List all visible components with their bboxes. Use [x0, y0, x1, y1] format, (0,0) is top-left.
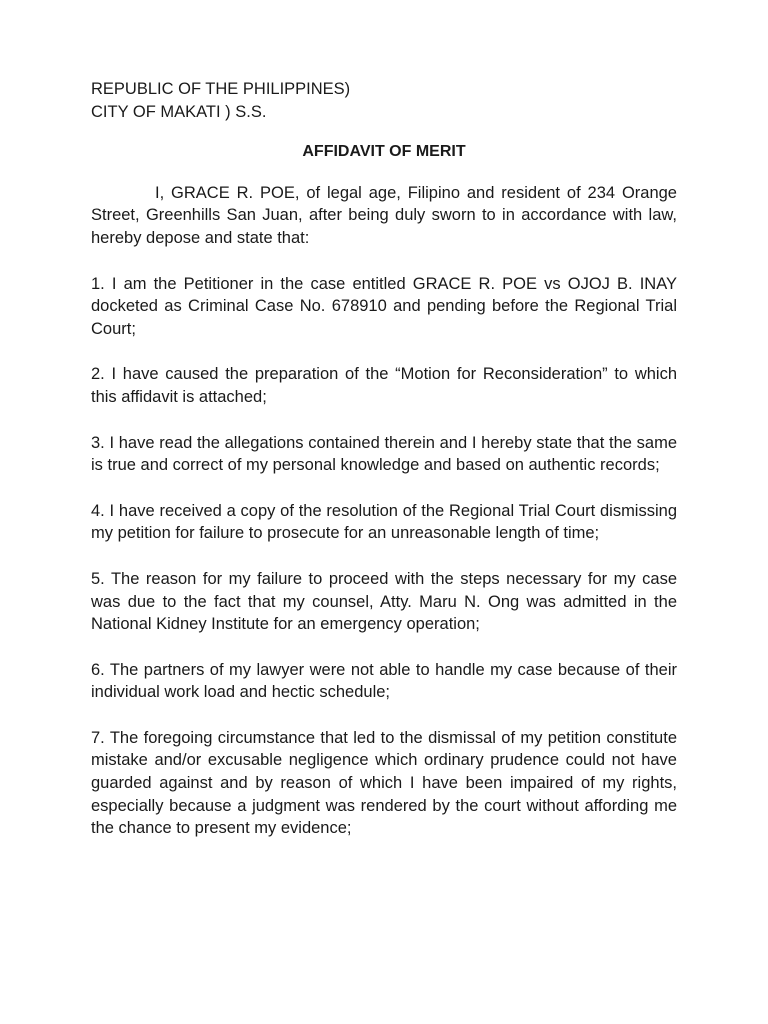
paragraph-6: 6. The partners of my lawyer were not able to handle my case because of their individual work load and hectic schedule;: [91, 660, 677, 702]
paragraph-5: 5. The reason for my failure to proceed with the steps necessary for my case was due to the fact that my counsel, Atty. Maru N. Ong was admitted in the National Kidney Institute for an emergency operation;: [91, 569, 677, 634]
paragraph-7: 7. The foregoing circumstance that led to the dismissal of my petition constitute mistake and/or excusable negligence which ordinary prudence could not have guarded against and by reason of which I have been impaired of my rights, especially because a judgment was rendered by the court without affording me the chance to present my evidence;: [91, 728, 677, 838]
paragraph-4: 4. I have received a copy of the resolution of the Regional Trial Court dismissing my petition for failure to prosecute for an unreasonable length of time;: [91, 501, 677, 543]
paragraph-3: 3. I have read the allegations contained therein and I hereby state that the same is true and correct of my personal knowledge and based on authentic records;: [91, 433, 677, 475]
paragraph-2: 2. I have caused the preparation of the “Motion for Reconsideration” to which this affidavit is attached;: [91, 365, 677, 406]
venue-city-line: CITY OF MAKATI ) S.S.: [91, 102, 267, 121]
document-title: AFFIDAVIT OF MERIT: [302, 143, 466, 161]
affidavit-document: [91, 78, 677, 840]
intro-paragraph: I, GRACE R. POE, of legal age, Filipino and resident of 234 Orange Street, Greenhills San Juan, after being duly sworn to in accordance with law, hereby depose and state that:: [91, 183, 677, 247]
paragraph-1: 1. I am the Petitioner in the case entitled GRACE R. POE vs OJOJ B. INAY docketed as Criminal Case No. 678910 and pending before the Regional Trial Court;: [91, 274, 677, 338]
venue-republic-line: REPUBLIC OF THE PHILIPPINES): [91, 80, 351, 98]
